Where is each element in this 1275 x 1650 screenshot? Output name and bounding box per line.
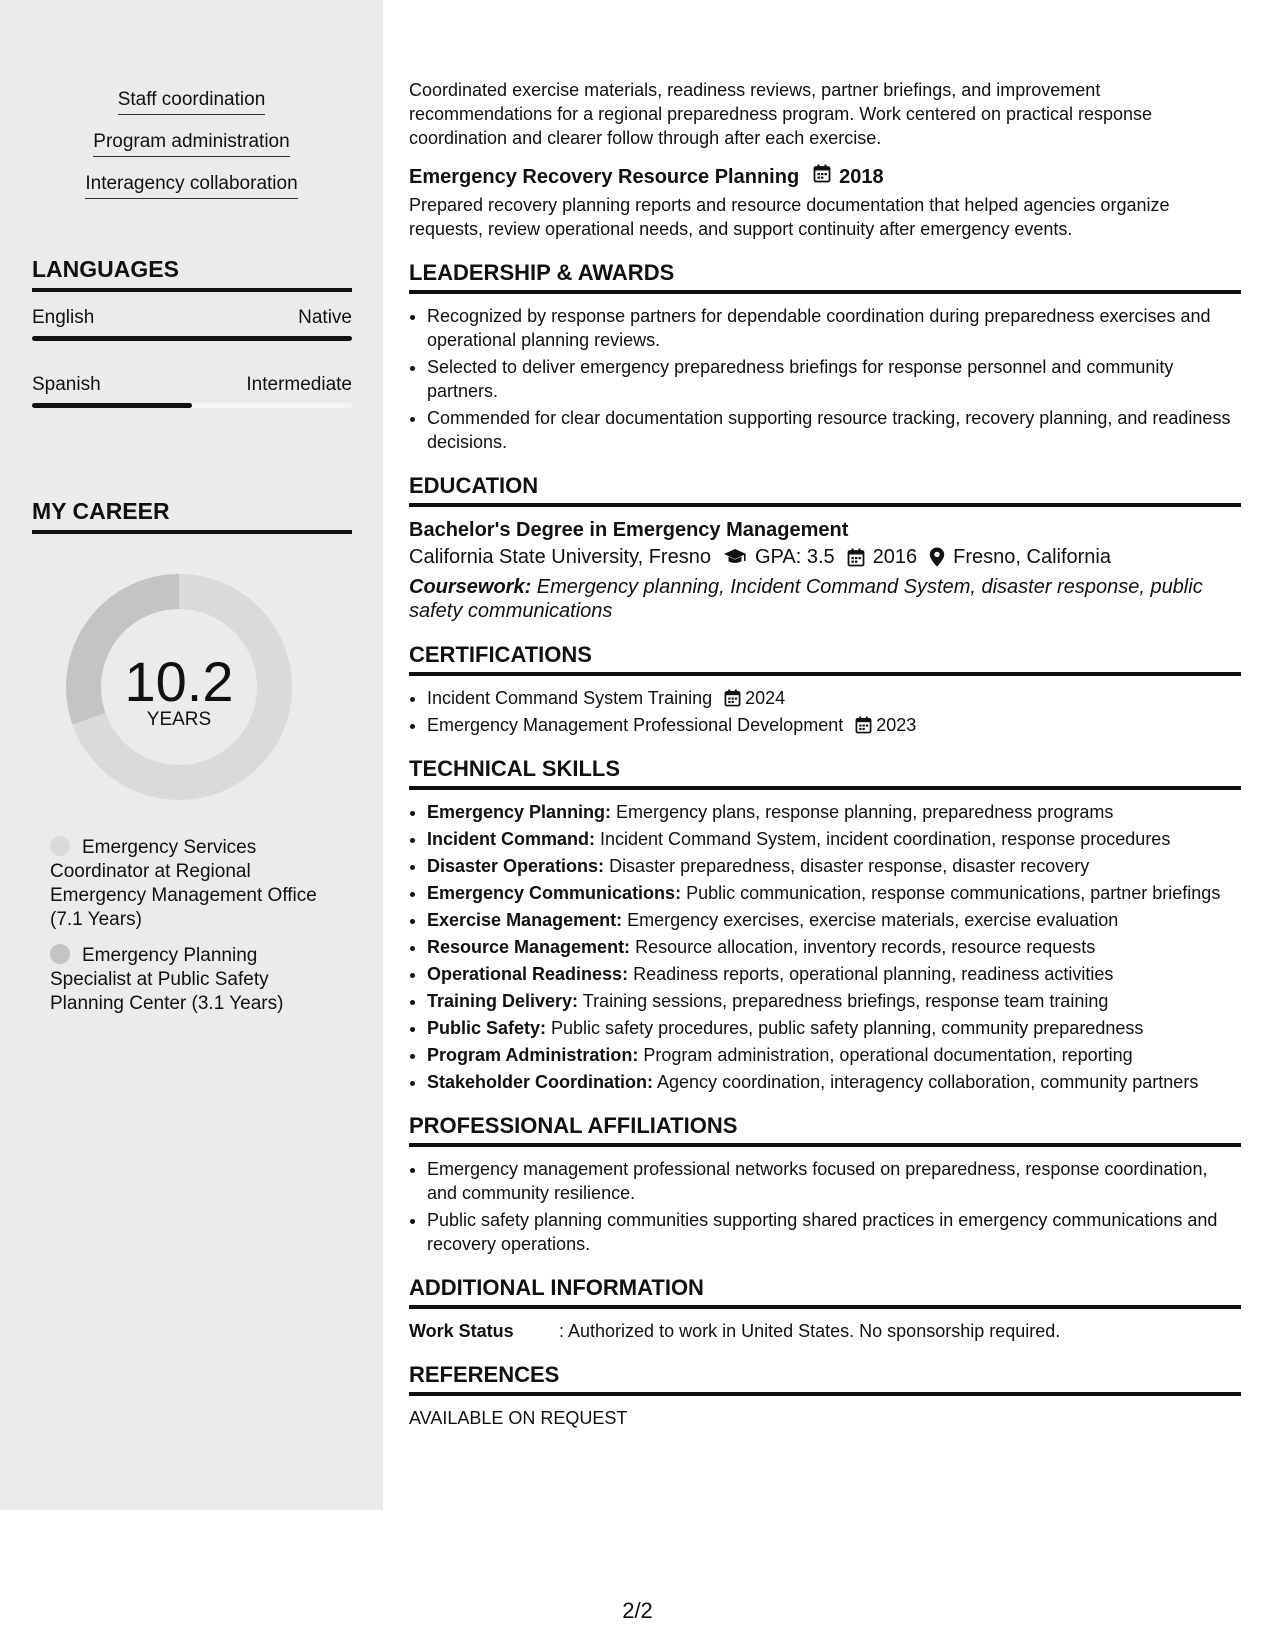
certification-year: 2024 — [745, 688, 786, 708]
skill-label: Exercise Management: — [427, 910, 623, 930]
career-item — [50, 836, 330, 932]
list-item: • Selected to deliver emergency preparedness briefings for response personnel and community partners. — [427, 355, 1241, 403]
skill-text: Readiness reports, operational planning, readiness activities — [628, 964, 1114, 984]
skill-tag: Interagency collaboration — [85, 172, 297, 199]
skill-text: Public safety procedures, public safety planning, community preparedness — [546, 1018, 1144, 1038]
additional-info-heading: ADDITIONAL INFORMATION — [409, 1274, 1241, 1309]
project-year: 2018 — [839, 166, 884, 188]
skill-label: Program Administration: — [427, 1045, 639, 1065]
languages-heading: LANGUAGES — [32, 254, 352, 292]
skill-text: Agency coordination, interagency collaboration, community partners — [653, 1072, 1199, 1092]
references-text: AVAILABLE ON REQUEST — [409, 1408, 628, 1428]
list-item — [427, 881, 1241, 905]
skill-text: Program administration, operational documentation, reporting — [638, 1045, 1133, 1065]
language-level: Native — [298, 307, 352, 328]
map-pin-icon — [929, 547, 945, 567]
language-row — [32, 373, 352, 397]
list-item — [427, 1043, 1241, 1067]
experience-description: Coordinated exercise materials, readiness reviews, partner briefings, and improvement recommendations for a regional preparedness program. Work centered on practical response coordination and clearer follow through after each exercise. — [409, 80, 1153, 148]
skill-label: Training Delivery: — [427, 991, 579, 1011]
career-years-unit: YEARS — [146, 709, 212, 730]
language-bar — [32, 403, 352, 408]
language-bar — [32, 336, 352, 341]
career-donut-chart — [66, 574, 292, 800]
technical-skills-heading: TECHNICAL SKILLS — [409, 755, 1241, 790]
skill-tag: Staff coordination — [118, 88, 266, 115]
career-item-text: Emergency Services Coordinator at Regional Emergency Management Office (7.1 Years) — [50, 837, 317, 930]
certifications-list — [409, 686, 1241, 737]
career-heading: MY CAREER — [32, 496, 352, 534]
list-item — [427, 935, 1241, 959]
career-legend-dot — [50, 944, 70, 964]
certification-year: 2023 — [876, 715, 917, 735]
list-item — [427, 989, 1241, 1013]
affiliations-list — [409, 1157, 1241, 1256]
education-school: California State University, Fresno — [409, 546, 711, 568]
page-number: 2/2 — [622, 1598, 653, 1623]
education-degree: Bachelor's Degree in Emergency Management — [409, 519, 849, 541]
references-heading: REFERENCES — [409, 1361, 1241, 1396]
skill-label: Stakeholder Coordination: — [427, 1072, 654, 1092]
certification-name: • Incident Command System Training — [427, 688, 713, 708]
list-item — [427, 827, 1241, 851]
language-name: English — [32, 307, 95, 328]
certifications-heading: CERTIFICATIONS — [409, 641, 1241, 676]
certification-name: • Emergency Management Professional Development — [427, 715, 844, 735]
coursework-text: Emergency planning, Incident Command System, disaster response, public safety communications — [409, 576, 1203, 622]
work-status-value: : Authorized to work in United States. No sponsorship required. — [559, 1321, 1061, 1341]
coursework-label: Coursework: — [409, 576, 532, 598]
list-item — [427, 713, 1241, 737]
calendar-icon — [813, 164, 831, 190]
leadership-list — [409, 304, 1241, 454]
skill-text: Training sessions, preparedness briefings, response team training — [578, 991, 1109, 1011]
list-item — [427, 854, 1241, 878]
language-name: Spanish — [32, 374, 101, 395]
list-item: • Recognized by response partners for dependable coordination during preparedness exercises and operational planning reviews. — [427, 304, 1241, 352]
list-item — [427, 1016, 1241, 1040]
education-coursework — [409, 575, 1241, 623]
list-item — [427, 962, 1241, 986]
skill-text: Emergency plans, response planning, preparedness programs — [611, 802, 1114, 822]
languages-section — [32, 254, 352, 408]
project-description: Prepared recovery planning reports and resource documentation that helped agencies organize requests, review operational needs, and support continuity after emergency events. — [409, 195, 1170, 239]
education-details — [409, 543, 1241, 571]
skill-label: Incident Command: — [427, 829, 596, 849]
list-item — [427, 686, 1241, 710]
skill-label: Emergency Communications: — [427, 883, 682, 903]
skill-text: Incident Command System, incident coordination, response procedures — [595, 829, 1171, 849]
list-item — [427, 1070, 1241, 1094]
career-item-text: Emergency Planning Specialist at Public Safety Planning Center (3.1 Years) — [50, 945, 284, 1014]
list-item: • Emergency management professional networks focused on preparedness, response coordination, and community resilience. — [427, 1157, 1241, 1205]
skill-label: Operational Readiness: — [427, 964, 629, 984]
work-status-label: Work Status — [409, 1321, 514, 1341]
language-level: Intermediate — [246, 374, 352, 395]
list-item — [427, 908, 1241, 932]
education-location: Fresno, California — [953, 546, 1111, 568]
project-title: Emergency Recovery Resource Planning — [409, 166, 800, 188]
education-heading: EDUCATION — [409, 472, 1241, 507]
language-bar-fill — [32, 403, 192, 408]
project-title-row — [409, 164, 1241, 190]
sidebar — [0, 0, 383, 1510]
calendar-icon — [847, 548, 865, 567]
career-list — [50, 836, 330, 1028]
career-item — [50, 944, 330, 1016]
education-gpa: GPA: 3.5 — [754, 546, 835, 568]
skill-text: Disaster preparedness, disaster response, disaster recovery — [604, 856, 1090, 876]
work-status-row — [409, 1319, 1241, 1343]
affiliations-heading: PROFESSIONAL AFFILIATIONS — [409, 1112, 1241, 1147]
skill-label: Emergency Planning: — [427, 802, 612, 822]
career-total-years: 10.2 — [124, 650, 234, 713]
language-bar-fill — [32, 336, 352, 341]
skill-text: Resource allocation, inventory records, resource requests — [630, 937, 1096, 957]
skill-tags — [0, 88, 383, 214]
language-row — [32, 306, 352, 330]
technical-skills-list — [409, 800, 1241, 1094]
main-content — [409, 78, 1241, 1430]
skill-text: Emergency exercises, exercise materials, exercise evaluation — [622, 910, 1119, 930]
list-item — [427, 800, 1241, 824]
calendar-icon — [724, 689, 741, 707]
skill-label: Resource Management: — [427, 937, 631, 957]
skill-label: Disaster Operations: — [427, 856, 605, 876]
skill-label: Public Safety: — [427, 1018, 547, 1038]
skill-tag: Program administration — [93, 130, 289, 157]
education-year: 2016 — [872, 546, 918, 568]
leadership-heading: LEADERSHIP & AWARDS — [409, 259, 1241, 294]
calendar-icon — [855, 716, 872, 734]
graduation-cap-icon — [723, 548, 747, 566]
career-legend-dot — [50, 836, 70, 856]
skill-text: Public communication, response communications, partner briefings — [681, 883, 1221, 903]
list-item: • Public safety planning communities supporting shared practices in emergency communications and recovery operations. — [427, 1208, 1241, 1256]
list-item: • Commended for clear documentation supporting resource tracking, recovery planning, and readiness decisions. — [427, 406, 1241, 454]
career-section — [32, 496, 352, 534]
